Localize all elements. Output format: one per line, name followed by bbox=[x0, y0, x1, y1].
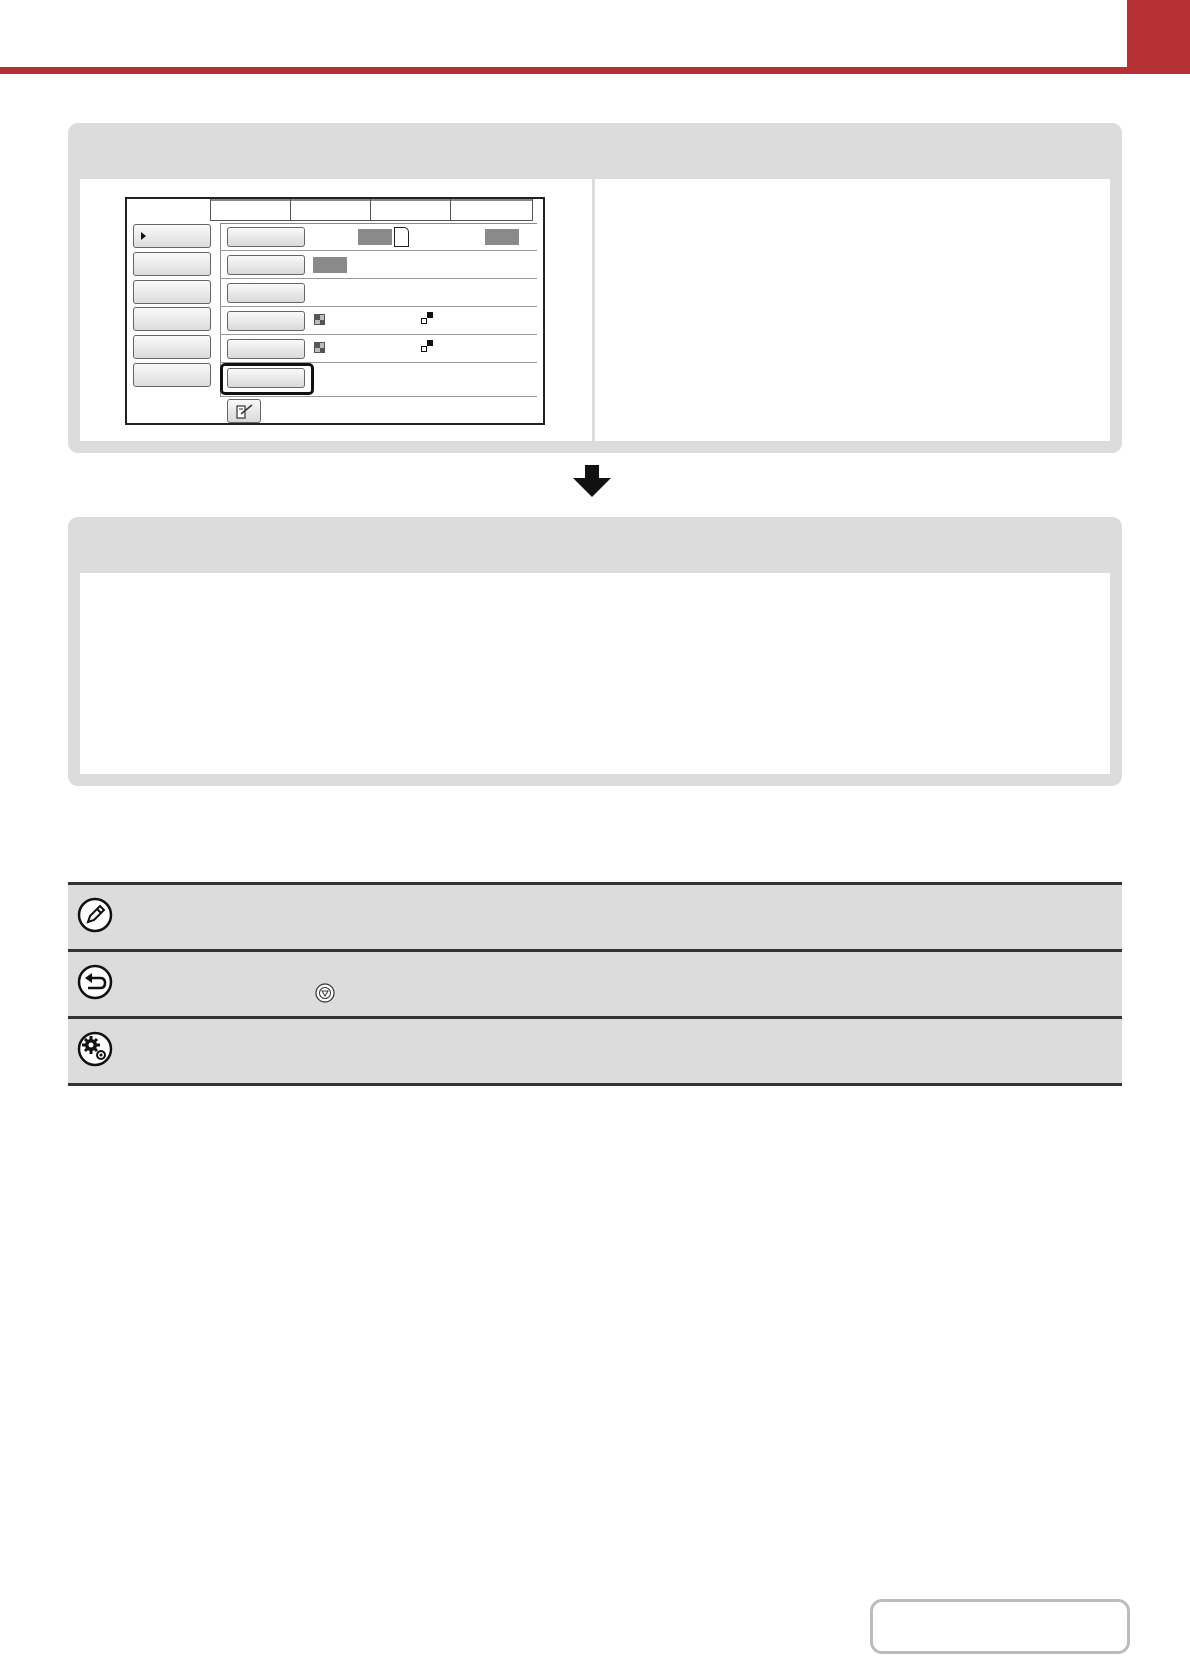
down-arrow-icon bbox=[573, 465, 611, 497]
step-1-panel bbox=[68, 123, 1122, 453]
value-block bbox=[485, 229, 519, 245]
screen-tabs bbox=[127, 199, 543, 221]
page-number-box bbox=[870, 1599, 1130, 1654]
paper-orientation-icon bbox=[394, 227, 409, 247]
corner-position-icon bbox=[421, 312, 433, 324]
stop-key-icon bbox=[315, 983, 335, 1003]
setting-button-2[interactable] bbox=[227, 255, 305, 275]
edit-icon bbox=[235, 403, 255, 420]
row-divider bbox=[220, 250, 537, 251]
edit-button[interactable] bbox=[227, 399, 261, 423]
selected-arrow-icon bbox=[141, 232, 146, 240]
value-block bbox=[358, 229, 392, 245]
screen-tab-3[interactable] bbox=[291, 199, 371, 221]
header-tab bbox=[1127, 0, 1190, 74]
header-rule bbox=[0, 67, 1127, 74]
setting-button-4[interactable] bbox=[227, 311, 305, 331]
corner-position-icon bbox=[421, 340, 433, 352]
side-button-4[interactable] bbox=[133, 307, 211, 331]
side-button-6[interactable] bbox=[133, 363, 211, 387]
row-divider bbox=[220, 278, 537, 279]
step-1-divider bbox=[592, 179, 595, 441]
row-divider bbox=[220, 306, 537, 307]
step-1-header bbox=[68, 123, 1122, 179]
screen-tab-1[interactable] bbox=[129, 199, 211, 221]
density-grid-icon bbox=[314, 342, 325, 353]
settings-gears-icon bbox=[77, 1031, 113, 1067]
note-row-3 bbox=[68, 1019, 1122, 1086]
density-grid-icon bbox=[314, 314, 325, 325]
setting-button-1[interactable] bbox=[227, 227, 305, 247]
screen-tab-5[interactable] bbox=[451, 199, 533, 221]
pencil-icon bbox=[77, 897, 113, 933]
value-block bbox=[313, 257, 347, 273]
step-1-body bbox=[80, 179, 1110, 441]
step-2-header bbox=[68, 517, 1122, 573]
step-2-body bbox=[80, 573, 1110, 774]
step-2-panel bbox=[68, 517, 1122, 786]
side-button-1[interactable] bbox=[133, 224, 211, 248]
note-row-2 bbox=[68, 952, 1122, 1019]
return-icon bbox=[77, 964, 113, 1000]
screen-tab-2[interactable] bbox=[211, 199, 291, 221]
highlighted-setting-frame bbox=[220, 363, 314, 395]
setting-button-3[interactable] bbox=[227, 283, 305, 303]
setting-button-5[interactable] bbox=[227, 339, 305, 359]
side-button-3[interactable] bbox=[133, 280, 211, 304]
side-button-2[interactable] bbox=[133, 252, 211, 276]
note-row-1 bbox=[68, 885, 1122, 952]
row-divider bbox=[220, 334, 537, 335]
screen-tab-4[interactable] bbox=[371, 199, 451, 221]
row-divider bbox=[220, 396, 537, 397]
side-button-5[interactable] bbox=[133, 335, 211, 359]
touch-panel-screen bbox=[125, 197, 545, 425]
notes-table bbox=[68, 882, 1122, 1086]
